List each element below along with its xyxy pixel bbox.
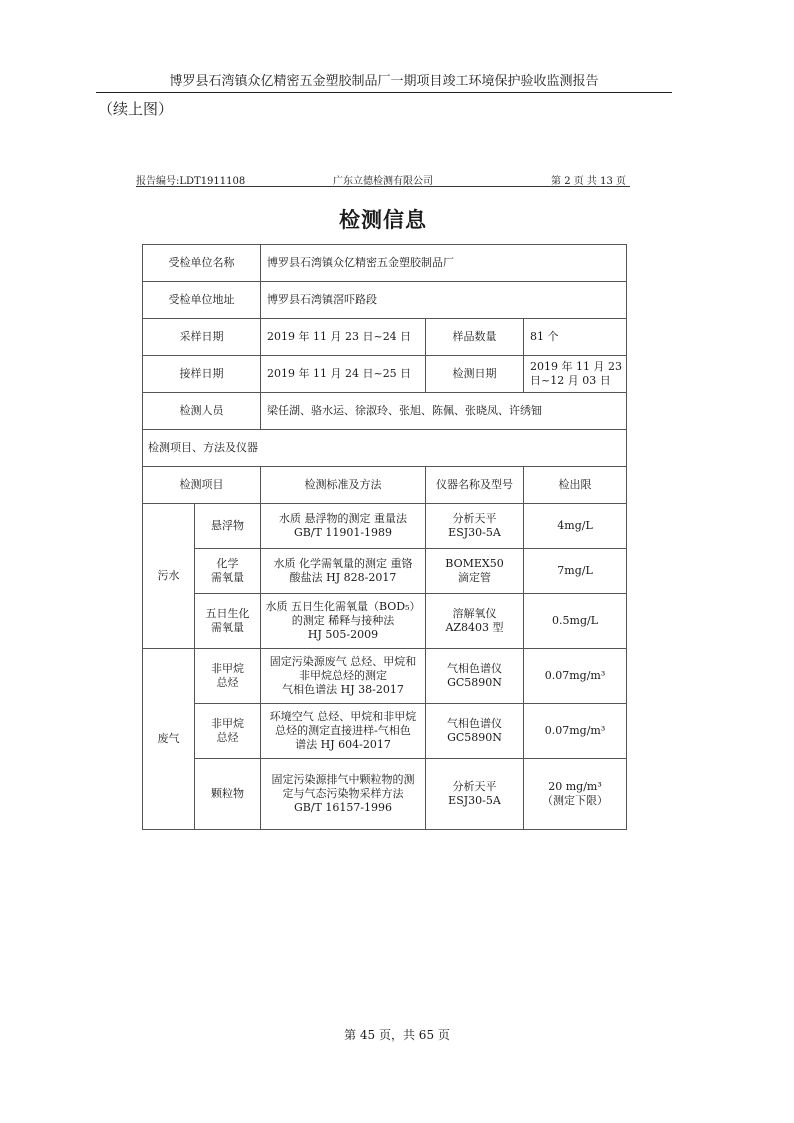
method-cell-line: 谱法 HJ 604-2017 [295, 738, 391, 751]
method-cell-line: HJ 505-2009 [307, 628, 379, 641]
table-row [143, 504, 627, 549]
instrument-cell-line: 气相色谱仪 [447, 662, 502, 675]
item-cell [195, 704, 261, 759]
table-row [143, 549, 627, 594]
instrument-cell-line: 分析天平 [452, 512, 497, 525]
method-cell-line: 定与气态污染物采样方法 [282, 787, 404, 800]
method-cell [261, 504, 426, 549]
sample-count-value: 81 个 [524, 319, 627, 356]
inspection-info-table [142, 244, 627, 830]
item-cell [195, 759, 261, 830]
address-label: 受检单位地址 [143, 282, 261, 319]
client-label: 受检单位名称 [143, 245, 261, 282]
instrument-cell [426, 649, 524, 704]
limit-cell [524, 649, 627, 704]
report-page-info: 第 2 页 共 13 页 [551, 176, 626, 187]
sample-count-label: 样品数量 [426, 319, 524, 356]
test-date-value [524, 356, 627, 393]
section-label: 检测项目、方法及仪器 [143, 430, 627, 467]
table-row [143, 649, 627, 704]
item-cell [195, 594, 261, 649]
method-cell [261, 704, 426, 759]
limit-cell [524, 594, 627, 649]
method-cell [261, 759, 426, 830]
limit-cell-line: （测定下限） [542, 794, 609, 807]
table-row [143, 759, 627, 830]
method-cell-line: 总烃的测定直接进样-气相色 [275, 724, 411, 737]
method-cell-line: 水质 化学需氧量的测定 重铬 [273, 557, 413, 570]
report-meta-bar [136, 172, 630, 187]
page-header: 博罗县石湾镇众亿精密五金塑胶制品厂一期项目竣工环境保护验收监测报告 [96, 70, 672, 93]
group-label: 污水 [143, 504, 195, 649]
method-cell-line: 固定污染源废气 总烃、甲烷和 [269, 655, 417, 668]
item-cell-line: 需氧量 [211, 621, 244, 634]
report-number: 报告编号:LDT1911108 [136, 176, 246, 187]
instrument-cell-line: ESJ30-5A [448, 526, 501, 539]
personnel-label: 检测人员 [143, 393, 261, 430]
sampling-date-label: 采样日期 [143, 319, 261, 356]
method-cell-line: 酸盐法 HJ 828-2017 [289, 571, 397, 584]
instrument-cell-line: 气相色谱仪 [447, 717, 502, 730]
limit-cell [524, 704, 627, 759]
method-cell-line: 的测定 稀释与接种法 [291, 614, 395, 627]
test-date-line: 2019 年 11 月 23 [530, 360, 622, 373]
instrument-cell-line: 分析天平 [452, 780, 497, 793]
item-cell [195, 504, 261, 549]
method-cell-line: 水质 悬浮物的测定 重量法 [279, 512, 407, 525]
column-header-item: 检测项目 [143, 467, 261, 504]
instrument-cell [426, 504, 524, 549]
continued-label: （续上图） [98, 100, 174, 118]
instrument-cell-line: GC5890N [447, 731, 502, 744]
item-cell-line: 非甲烷 [211, 717, 244, 730]
method-cell-line: 气相色谱法 HJ 38-2017 [282, 683, 404, 696]
item-cell-line: 悬浮物 [211, 519, 244, 532]
report-company: 广东立德检测有限公司 [333, 176, 433, 187]
address-value: 博罗县石湾镇滘吓路段 [261, 282, 627, 319]
item-cell-line: 颗粒物 [211, 787, 244, 800]
item-cell [195, 649, 261, 704]
instrument-cell-line: AZ8403 型 [445, 621, 504, 634]
page-footer: 第 45 页，共 65 页 [344, 1028, 450, 1042]
table-row [143, 704, 627, 759]
item-cell-line: 总烃 [216, 731, 239, 744]
client-value: 博罗县石湾镇众亿精密五金塑胶制品厂 [261, 245, 627, 282]
test-date-line: 日~12 月 03 日 [530, 374, 611, 387]
item-cell-line: 非甲烷 [211, 662, 244, 675]
method-cell-line: GB/T 11901-1989 [293, 526, 393, 539]
column-header-limit: 检出限 [524, 467, 627, 504]
instrument-cell-line: 滴定管 [458, 571, 491, 584]
method-cell [261, 594, 426, 649]
method-cell [261, 549, 426, 594]
instrument-cell-line: 溶解氧仪 [452, 607, 497, 620]
group-label: 废气 [143, 649, 195, 830]
instrument-cell-line: ESJ30-5A [448, 794, 501, 807]
limit-cell-line: 0.07mg/m³ [544, 724, 606, 737]
method-cell-line: GB/T 16157-1996 [293, 801, 393, 814]
method-cell-line: 非甲烷总烃的测定 [299, 669, 387, 682]
column-header-method: 检测标准及方法 [261, 467, 426, 504]
limit-cell-line: 4mg/L [557, 519, 593, 532]
item-cell-line: 五日生化 [205, 607, 250, 620]
column-header-instrument: 仪器名称及型号 [426, 467, 524, 504]
instrument-cell-line: GC5890N [447, 676, 502, 689]
method-cell-line: 环境空气 总烃、甲烷和非甲烷 [269, 710, 417, 723]
limit-cell [524, 549, 627, 594]
receive-date-label: 接样日期 [143, 356, 261, 393]
instrument-cell [426, 704, 524, 759]
limit-cell-line: 20 mg/m³ [548, 780, 602, 793]
personnel-value: 梁任湖、骆水运、徐淑玲、张旭、陈佩、张晓凤、许绣钿 [261, 393, 627, 430]
limit-cell-line: 7mg/L [557, 564, 593, 577]
instrument-cell [426, 549, 524, 594]
limit-cell-line: 0.5mg/L [552, 614, 598, 627]
instrument-cell [426, 594, 524, 649]
item-cell-line: 化学 [216, 557, 239, 570]
table-row [143, 594, 627, 649]
method-cell-line: 水质 五日生化需氧量（BOD₅） [265, 600, 421, 613]
limit-cell [524, 759, 627, 830]
method-cell [261, 649, 426, 704]
method-cell-line: 固定污染源排气中颗粒物的测 [271, 773, 415, 786]
item-cell-line: 需氧量 [211, 571, 244, 584]
sampling-date-value: 2019 年 11 月 23 日~24 日 [261, 319, 426, 356]
test-date-label: 检测日期 [426, 356, 524, 393]
receive-date-value: 2019 年 11 月 24 日~25 日 [261, 356, 426, 393]
limit-cell [524, 504, 627, 549]
item-cell [195, 549, 261, 594]
instrument-cell [426, 759, 524, 830]
limit-cell-line: 0.07mg/m³ [544, 669, 606, 682]
doc-title: 检测信息 [339, 208, 427, 232]
instrument-cell-line: BOMEX50 [445, 557, 504, 570]
item-cell-line: 总烃 [216, 676, 239, 689]
